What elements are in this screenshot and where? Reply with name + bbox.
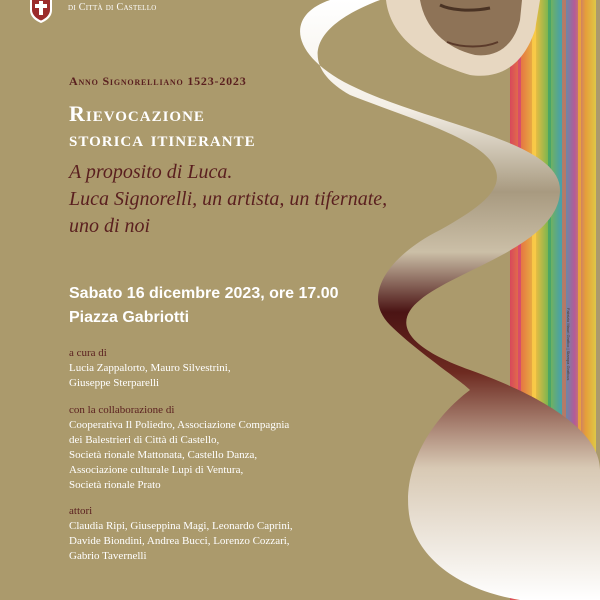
event-kicker: Anno Signorelliano 1523-2023 <box>69 74 247 88</box>
actors-line: Gabrio Tavernelli <box>69 550 147 562</box>
printer-credit: Fabrizio Mauri Grafico | Stampa Graficus <box>566 308 571 381</box>
curated-label: a cura di <box>69 347 107 359</box>
event-subtitle <box>69 159 489 240</box>
event-venue: Piazza Gabriotti <box>69 309 190 326</box>
collab-line: dei Balestrieri di Città di Castello, <box>69 434 220 446</box>
collaboration-section <box>69 403 369 493</box>
actors-section <box>69 504 369 564</box>
collab-line: Società rionale Prato <box>69 479 161 491</box>
collab-line: Associazione culturale Lupi di Ventura, <box>69 464 244 476</box>
coat-of-arms-icon <box>24 0 58 24</box>
actors-names <box>69 519 369 564</box>
collab-label: con la collaborazione di <box>69 404 175 416</box>
collab-line: Società rionale Mattonata, Castello Danza, <box>69 449 258 461</box>
actors-label: attori <box>69 505 93 517</box>
curated-by-section <box>69 346 369 391</box>
collab-names <box>69 418 369 493</box>
actors-line: Claudia Ripi, Giuseppina Magi, Leonardo Caprini, <box>69 520 293 532</box>
event-title-line: storica itinerante <box>69 126 256 151</box>
collab-line: Cooperativa Il Poliedro, Associazione Compagnia <box>69 419 290 431</box>
actors-line: Davide Biondini, Andrea Bucci, Lorenzo Cozzari, <box>69 535 290 547</box>
event-subtitle-line: A proposito di Luca. <box>69 161 233 183</box>
organization-name: di Città di Castello <box>68 2 157 13</box>
event-title-line: Rievocazione <box>69 101 205 126</box>
event-schedule <box>69 282 338 330</box>
curated-line: Lucia Zappalorto, Mauro Silvestrini, <box>69 362 231 374</box>
event-subtitle-line: uno di noi <box>69 215 151 237</box>
curated-line: Giuseppe Sterparelli <box>69 377 160 389</box>
event-subtitle-line: Luca Signorelli, un artista, un tifernate, <box>69 188 388 210</box>
curated-names <box>69 361 369 391</box>
event-datetime: Sabato 16 dicembre 2023, ore 17.00 <box>69 285 339 302</box>
event-title <box>69 101 256 151</box>
